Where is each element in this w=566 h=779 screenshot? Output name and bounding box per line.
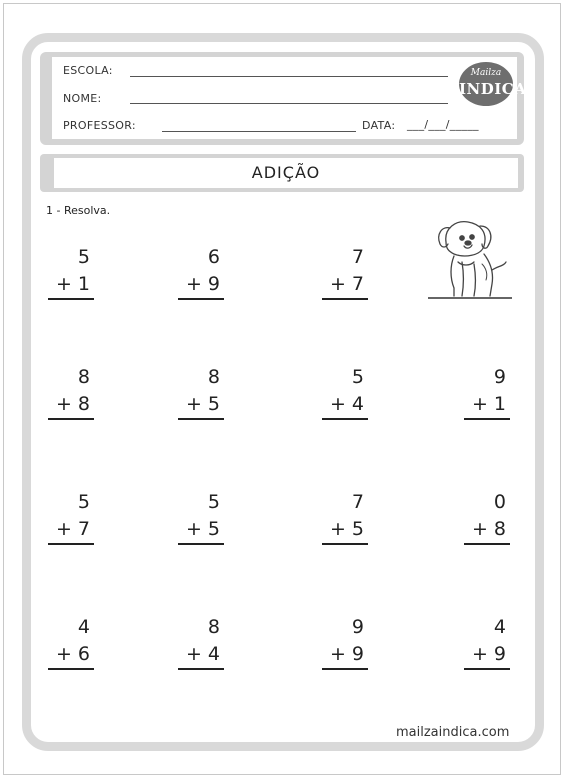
data-label: DATA: — [362, 119, 396, 132]
addend-top: 5 — [351, 366, 364, 388]
addend-top: 7 — [351, 246, 364, 268]
date-field[interactable]: ___/___/_____ — [407, 118, 479, 131]
addend-top: 8 — [207, 616, 220, 638]
addition-problem — [322, 366, 368, 426]
answer-line[interactable] — [322, 418, 368, 420]
nome-label: NOME: — [63, 92, 102, 105]
addend-top: 9 — [351, 616, 364, 638]
addition-problem — [178, 246, 224, 306]
addend-top: 8 — [77, 366, 90, 388]
addend-top: 0 — [493, 491, 506, 513]
addition-problem — [48, 491, 94, 551]
answer-line[interactable] — [322, 543, 368, 545]
addend-bottom: + 8 — [55, 393, 90, 415]
answer-line[interactable] — [178, 418, 224, 420]
answer-line[interactable] — [48, 418, 94, 420]
addend-top: 5 — [77, 491, 90, 513]
addend-bottom: + 4 — [185, 643, 220, 665]
addend-bottom: + 5 — [329, 518, 364, 540]
addend-top: 4 — [77, 616, 90, 638]
addition-problem — [48, 366, 94, 426]
addend-bottom: + 7 — [329, 273, 364, 295]
addend-bottom: + 5 — [185, 393, 220, 415]
addend-bottom: + 6 — [55, 643, 90, 665]
escola-field[interactable] — [130, 76, 448, 77]
addend-top: 8 — [207, 366, 220, 388]
addend-top: 7 — [351, 491, 364, 513]
answer-line[interactable] — [178, 298, 224, 300]
addition-problem — [322, 246, 368, 306]
answer-line[interactable] — [322, 668, 368, 670]
answer-line[interactable] — [178, 668, 224, 670]
answer-line[interactable] — [464, 543, 510, 545]
addend-top: 9 — [493, 366, 506, 388]
addend-bottom: + 7 — [55, 518, 90, 540]
addend-bottom: + 5 — [185, 518, 220, 540]
answer-line[interactable] — [48, 543, 94, 545]
nome-field[interactable] — [130, 103, 448, 104]
addend-bottom: + 9 — [471, 643, 506, 665]
addition-problem — [464, 616, 510, 676]
addition-problem — [48, 246, 94, 306]
escola-label: ESCOLA: — [63, 64, 113, 77]
answer-line[interactable] — [178, 543, 224, 545]
addition-problem — [178, 366, 224, 426]
addend-bottom: + 8 — [471, 518, 506, 540]
addition-problem — [322, 491, 368, 551]
answer-line[interactable] — [48, 298, 94, 300]
answer-line[interactable] — [464, 418, 510, 420]
addition-problem — [464, 491, 510, 551]
addend-bottom: + 9 — [185, 273, 220, 295]
addition-problem — [48, 616, 94, 676]
addend-bottom: + 4 — [329, 393, 364, 415]
addend-top: 5 — [77, 246, 90, 268]
dog-illustration — [424, 218, 514, 302]
answer-line[interactable] — [464, 668, 510, 670]
page-title: ADIÇÃO — [54, 158, 518, 188]
logo-top-text: Mailza — [470, 68, 502, 78]
addend-bottom: + 1 — [55, 273, 90, 295]
answer-line[interactable] — [322, 298, 368, 300]
addition-problem — [178, 616, 224, 676]
addition-problem — [178, 491, 224, 551]
addition-problem — [464, 366, 510, 426]
addition-problem — [322, 616, 368, 676]
addend-bottom: + 9 — [329, 643, 364, 665]
professor-label: PROFESSOR: — [63, 119, 136, 132]
mailza-indica-logo — [459, 62, 527, 106]
answer-line[interactable] — [48, 668, 94, 670]
addend-bottom: + 1 — [471, 393, 506, 415]
addend-top: 5 — [207, 491, 220, 513]
footer-website: mailzaindica.com — [396, 725, 510, 740]
instruction: 1 - Resolva. — [46, 204, 111, 217]
addend-top: 4 — [493, 616, 506, 638]
professor-field[interactable] — [162, 131, 356, 132]
addend-top: 6 — [207, 246, 220, 268]
logo-bottom-text: INDICA — [459, 80, 527, 98]
